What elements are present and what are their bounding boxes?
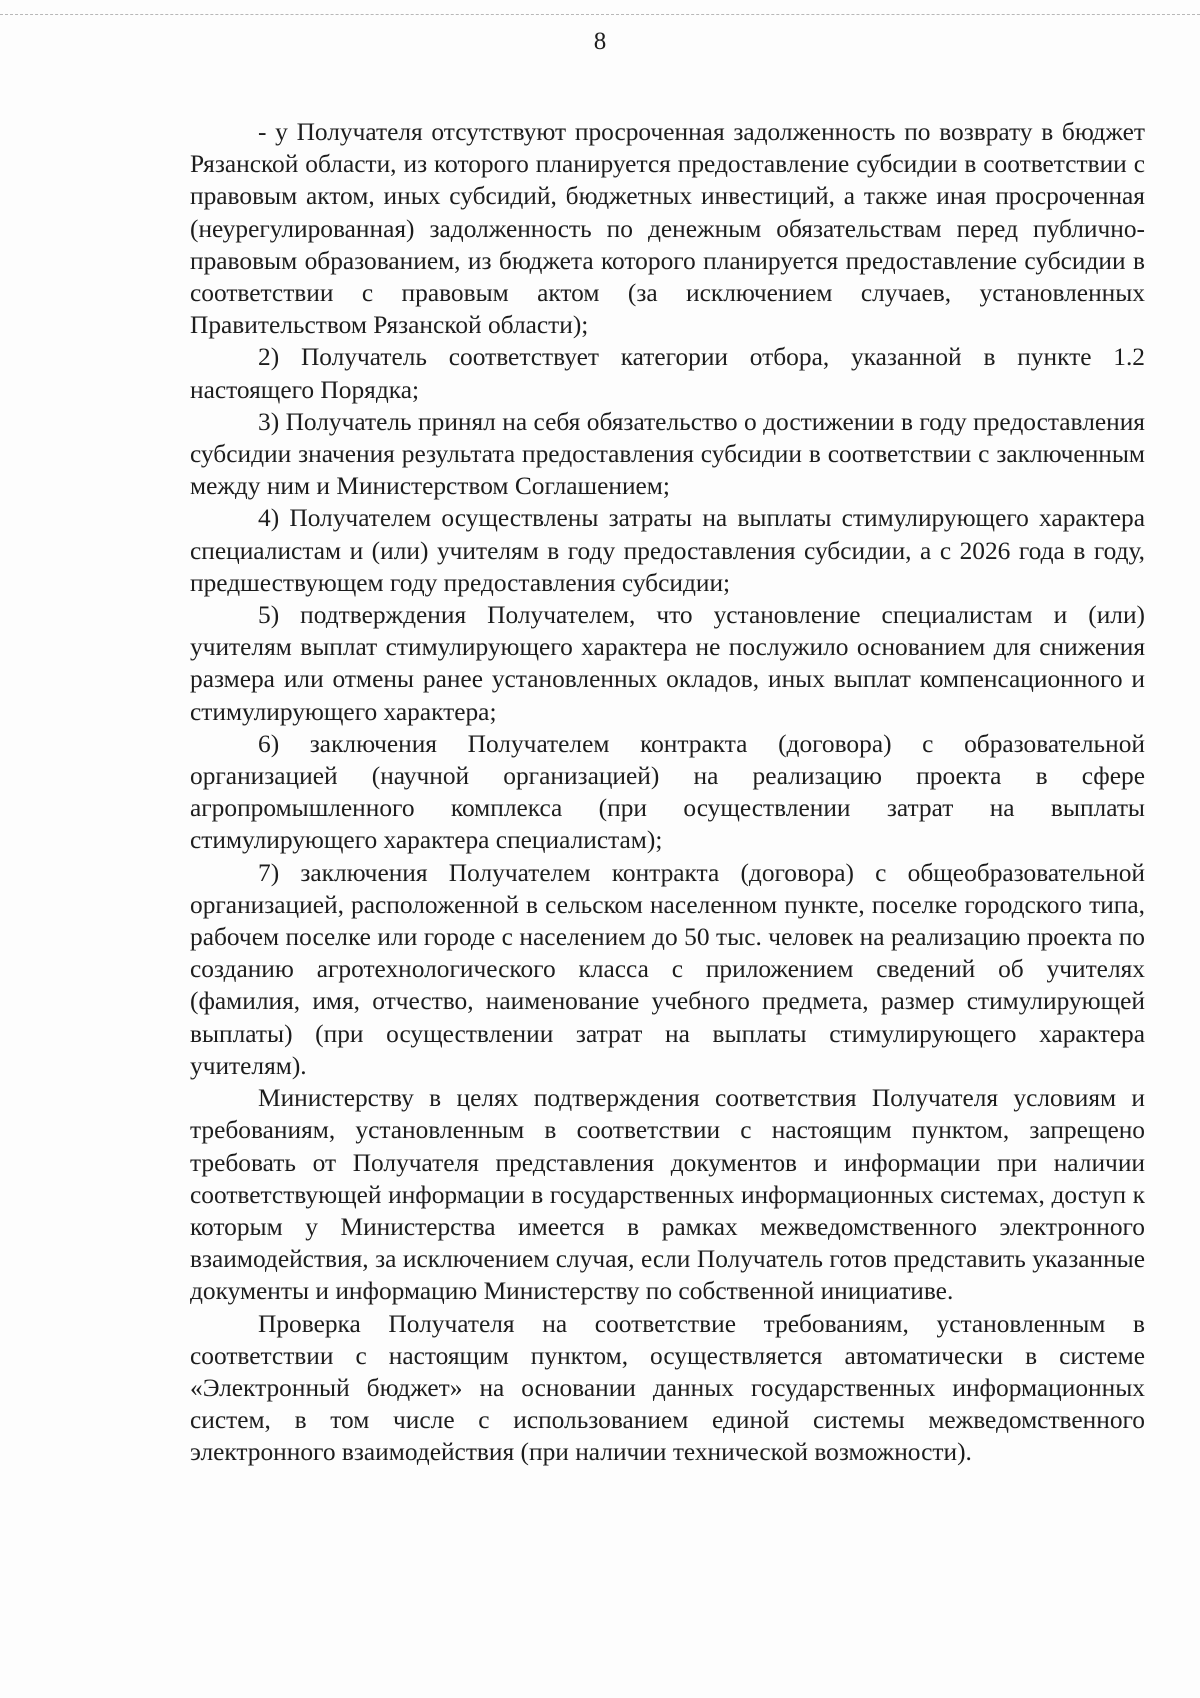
paragraph-condition-no-debt: - у Получателя отсутствуют просроченная задолженность по возврату в бюджет Рязанской области, из которого планируется предоставление субсидии в соответствии с правовым актом, иных субсидий, бюджетных инвестиций, а также иная просроченная (неурегулированная) задолженность по денежным обязательствам перед публично-правовым образованием, из бюджета которого планируется предоставление субсидии в соответствии с правовым актом (за исключением случаев, установленных Правительством Рязанской области); [190,118,1145,340]
page-number: 8 [593,28,607,55]
paragraph-condition-5: 5) подтверждения Получателем, что установление специалистам и (или) учителям выплат стимулирующего характера не послужило основанием для снижения размера или отмены ранее установленных окладов, иных выплат компенсационного и стимулирующего характера; [190,601,1145,726]
paragraph-ministry-restriction: Министерству в целях подтверждения соответствия Получателя условиям и требованиям, установленным в соответствии с настоящим пунктом, запрещено требовать от Получателя представления документов и информации при наличии соответствующей информации в государственных информационных системах, доступ к которым у Министерства имеется в рамках межведомственного электронного взаимодействия, за исключением случая, если Получатель готов представить указанные документы и информацию Министерству по собственной инициативе. [190,1084,1145,1306]
paragraph-condition-2: 2) Получатель соответствует категории отбора, указанной в пункте 1.2 настоящего Порядка; [190,343,1145,404]
scan-edge-line [0,14,1200,15]
paragraph-automatic-check: Проверка Получателя на соответствие требованиям, установленным в соответствии с настоящим пунктом, осуществляется автоматически в системе «Электронный бюджет» на основании данных государственных информационных систем, в том числе с использованием единой системы межведомственного электронного взаимодействия (при наличии технической возможности). [190,1309,1145,1467]
document-body [190,116,1145,1469]
paragraph-condition-3: 3) Получатель принял на себя обязательство о достижении в году предоставления субсидии значения результата предоставления субсидии в соответствии с заключенным между ним и Министерством Соглашением; [190,407,1145,501]
paragraph-condition-6: 6) заключения Получателем контракта (договора) с образовательной организацией (научной организацией) на реализацию проекта в сфере агропромышленного комплекса (при осуществлении затрат на выплаты стимулирующего характера специалистам); [190,729,1145,855]
paragraph-condition-7: 7) заключения Получателем контракта (договора) с общеобразовательной организацией, расположенной в сельском населенном пункте, поселке городского типа, рабочем поселке или городе с населением до 50 тыс. человек на реализацию проекта по созданию агротехнологического класса с приложением сведений об учителях (фамилия, имя, отчество, наименование учебного предмета, размер стимулирующей выплаты) (при осуществлении затрат на выплаты стимулирующего характера учителям). [190,858,1145,1080]
paragraph-condition-4: 4) Получателем осуществлены затраты на выплаты стимулирующего характера специалистам и (или) учителям в году предоставления субсидии, а с 2026 года в году, предшествующем году предоставления субсидии; [190,504,1145,597]
